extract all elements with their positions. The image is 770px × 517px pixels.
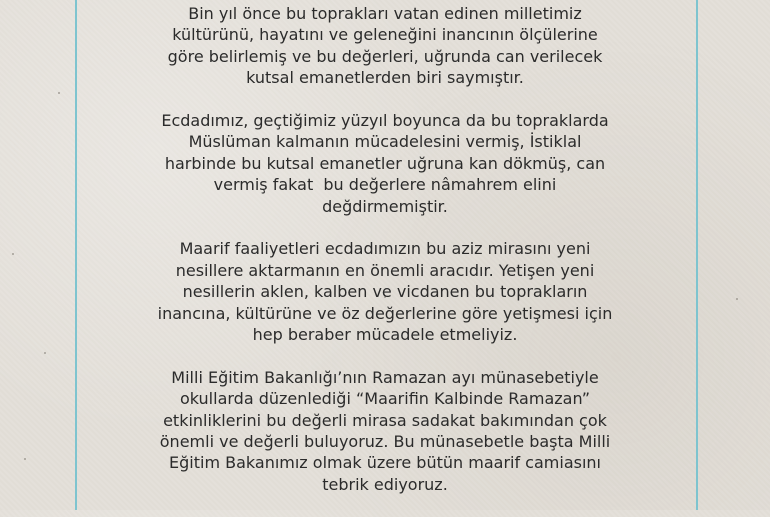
- paragraph-ancestors: [100, 110, 670, 217]
- text-line: vermiş fakat bu değerlere nâmahrem elini: [213, 175, 557, 195]
- left-frame-line: [75, 0, 77, 510]
- text-line: inancına, kültürüne ve öz değerlerine göre yetişmesi için: [157, 303, 613, 323]
- text-line: nesillere aktarmanın en önemli aracıdır. Yetişen yeni: [175, 260, 595, 280]
- text-line: tebrik ediyoruz.: [322, 474, 448, 494]
- text-line: kutsal emanetlerden biri saymıştır.: [246, 68, 524, 88]
- text-line: okullarda düzenlediği “Maarifin Kalbinde Ramazan”: [179, 389, 591, 409]
- paper-speck: [44, 352, 46, 354]
- text-line: etkinliklerini bu değerli mirasa sadakat bakımından çok: [163, 410, 607, 430]
- text-line: nesillerin aklen, kalben ve vicdanen bu toprakların: [182, 282, 588, 302]
- text-line: hep beraber mücadele etmeliyiz.: [252, 325, 518, 345]
- letter-body: [100, 3, 670, 517]
- text-line: Bin yıl önce bu toprakları vatan edinen milletimiz: [188, 4, 582, 23]
- text-line: önemli ve değerli buluyoruz. Bu münasebetle başta Milli: [159, 432, 611, 452]
- right-frame-line: [696, 0, 698, 510]
- text-line: Ecdadımız, geçtiğimiz yüzyıl boyunca da bu topraklarda: [161, 111, 609, 131]
- text-line: Milli Eğitim Bakanlığı’nın Ramazan ayı münasebetiyle: [171, 367, 599, 387]
- text-line: Eğitim Bakanımız olmak üzere bütün maarif camiasını: [169, 453, 601, 473]
- paragraph-heritage: [100, 3, 670, 89]
- paper-speck: [58, 92, 60, 94]
- text-line: harbinde bu kutsal emanetler uğruna kan dökmüş, can: [164, 153, 606, 173]
- paragraph-ramadan-events: [100, 367, 670, 495]
- text-line: göre belirlemiş ve bu değerleri, uğrunda can verilecek: [167, 46, 603, 66]
- paragraph-education: [100, 238, 670, 345]
- text-line: kültürünü, hayatını ve geleneğini inancının ölçülerine: [172, 25, 598, 45]
- paper-speck: [24, 458, 26, 460]
- text-line: Maarif faaliyetleri ecdadımızın bu aziz mirasını yeni: [179, 239, 591, 259]
- paper-speck: [12, 253, 14, 255]
- text-line: Müslüman kalmanın mücadelesini vermiş, İstiklal: [188, 132, 582, 152]
- paper-speck: [736, 298, 738, 300]
- text-line: değdirmemiştir.: [322, 196, 448, 216]
